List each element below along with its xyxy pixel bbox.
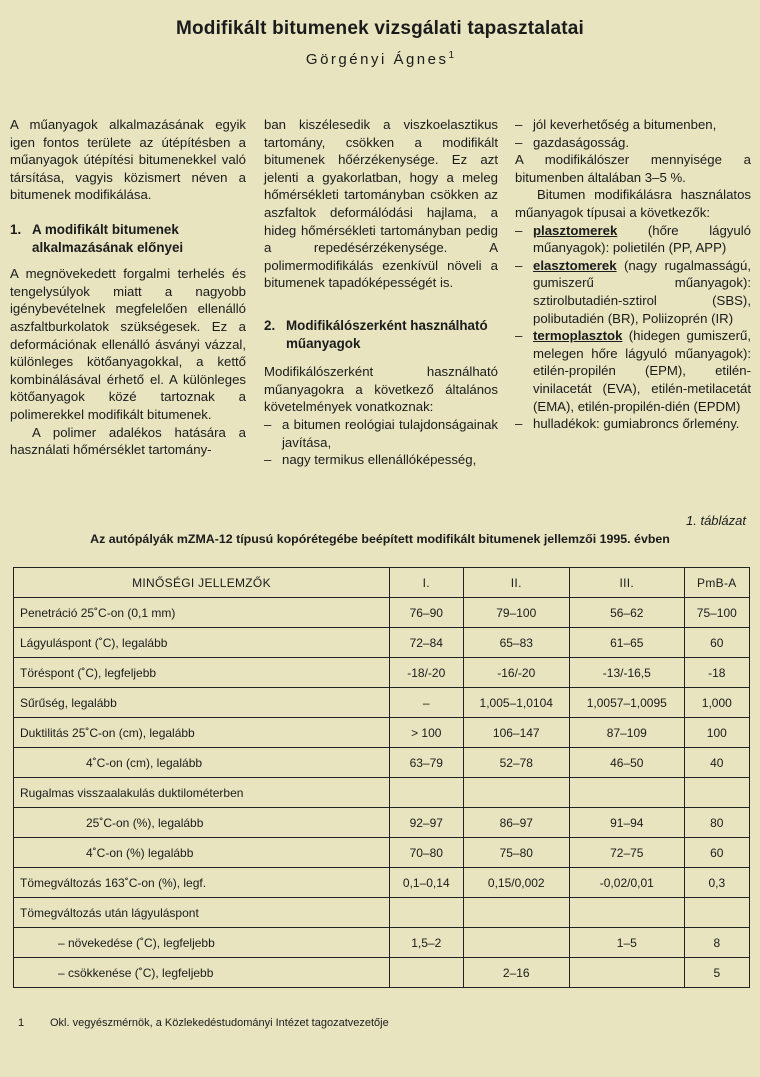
section-number: 1. <box>10 221 22 237</box>
list-item: – plasztomerek (hőre lágyuló műanyagok): polietilén (PP, APP) <box>515 222 751 256</box>
row-label: 4˚C-on (%) legalább <box>14 838 390 868</box>
table-cell <box>684 778 749 808</box>
table-cell <box>390 898 464 928</box>
table-cell: -0,02/0,01 <box>569 868 684 898</box>
row-label: Sűrűség, legalább <box>14 688 390 718</box>
table-cell: 86–97 <box>463 808 569 838</box>
footnote <box>18 1017 389 1029</box>
row-label: Tömegváltozás 163˚C-on (%), legf. <box>14 868 390 898</box>
paragraph: A polimer adalékos hatására a használati hőmérséklet tartomány- <box>10 424 246 458</box>
table-cell: 1,0057–1,0095 <box>569 688 684 718</box>
table-cell <box>463 778 569 808</box>
table-row <box>14 868 750 898</box>
paragraph: Bitumen modifikálásra használatos műanyagok típusai a következők: <box>515 187 751 220</box>
column-header: III. <box>569 568 684 598</box>
table-cell: 1,000 <box>684 688 749 718</box>
table-row <box>14 838 750 868</box>
table-cell <box>569 898 684 928</box>
table-cell: 1,005–1,0104 <box>463 688 569 718</box>
table-cell: 70–80 <box>390 838 464 868</box>
paragraph: A megnövekedett forgalmi terhelés és tengelysúlyok miatt a nagyobb igénybevételnek megfelelően ellenálló aszfaltburkolatok szükségesek. Ez a deformációnak ellenálló ásványi vázzal, különleges kötőanyagokkal, a kettő kombinálásával érhető el. A különleges kötőanyagok közé tartoznak a polimerekkel modifikált bitumenek. <box>10 266 246 422</box>
table-cell: 0,15/0,002 <box>463 868 569 898</box>
table-cell: 76–90 <box>390 598 464 628</box>
table-row <box>14 958 750 988</box>
table-cell: 87–109 <box>569 718 684 748</box>
table-cell: 40 <box>684 748 749 778</box>
table-cell: 2–16 <box>463 958 569 988</box>
section-title: A modifikált bitumenek alkalmazásának előnyei <box>32 221 184 255</box>
table-cell: 5 <box>684 958 749 988</box>
table-row <box>14 778 750 808</box>
column-header: II. <box>463 568 569 598</box>
table-cell <box>463 898 569 928</box>
table-cell <box>390 778 464 808</box>
table-row <box>14 598 750 628</box>
table-cell: 79–100 <box>463 598 569 628</box>
table-cell: -18/-20 <box>390 658 464 688</box>
table-cell: – <box>390 688 464 718</box>
table-cell: 72–84 <box>390 628 464 658</box>
row-label: 25˚C-on (%), legalább <box>14 808 390 838</box>
properties-table <box>13 567 750 988</box>
table-cell: 75–80 <box>463 838 569 868</box>
row-label: – növekedése (˚C), legfeljebb <box>14 928 390 958</box>
column-header: PmB-A <box>684 568 749 598</box>
table-cell: 100 <box>684 718 749 748</box>
table-cell: 0,1–0,14 <box>390 868 464 898</box>
table-cell: 63–79 <box>390 748 464 778</box>
table-caption: Az autópályák mZMA-12 típusú kopórétegébe beépített modifikált bitumenek jellemzői 1995. évben <box>90 532 670 546</box>
table-cell: -18 <box>684 658 749 688</box>
row-label: Lágyuláspont (˚C), legalább <box>14 628 390 658</box>
paragraph: ban kiszélesedik a viszkoelasztikus tartomány, csökken a modifikált bitumenek hőérzékenysége. Ez azt jelenti a gyakorlatban, hogy a meleg hőmérsékleti tartományban csökken az aszfaltok deformálódási hajlama, a hideg hőmérsékleti tartományban pedig a repedésérzékenysége. A polimermodifikálás ezenkívül növeli a bitumenek tapadóképességét is. <box>264 117 498 291</box>
author-line <box>0 50 760 68</box>
text-column-3 <box>515 116 751 433</box>
table-row <box>14 688 750 718</box>
list-item: – termoplasztok (hidegen gumiszerű, melegen hőre lágyuló műanyagok): etilén-propilén (EPM), etilén-vinilacetát (EVA), etilén-metilacetát (EMA), etilén-propilén-dién (EPDM) <box>515 328 751 414</box>
table-cell: 1–5 <box>569 928 684 958</box>
table-cell <box>569 958 684 988</box>
column-header: MINŐSÉGI JELLEMZŐK <box>14 568 390 598</box>
table-row <box>14 628 750 658</box>
row-label: 4˚C-on (cm), legalább <box>14 748 390 778</box>
table-cell: 46–50 <box>569 748 684 778</box>
section-heading-1 <box>10 221 246 256</box>
author-name: Görgényi Ágnes <box>305 51 449 68</box>
table-cell <box>684 898 749 928</box>
table-row <box>14 658 750 688</box>
table-cell <box>569 778 684 808</box>
table-cell: 75–100 <box>684 598 749 628</box>
footnote-mark: 1 <box>448 50 455 61</box>
footnote-text: Okl. vegyészmérnök, a Közlekedéstudományi Intézet tagozatvezetője <box>50 1017 389 1029</box>
table-cell: 60 <box>684 838 749 868</box>
table-row <box>14 748 750 778</box>
row-label: Duktilitás 25˚C-on (cm), legalább <box>14 718 390 748</box>
row-label: Tömegváltozás után lágyuláspont <box>14 898 390 928</box>
paragraph: Modifikálószerként használható műanyagokra a következő általános követelmények vonatkoznak: <box>264 364 498 415</box>
section-number: 2. <box>264 317 276 333</box>
text-column-1 <box>10 116 246 459</box>
text-column-2 <box>264 116 498 469</box>
list-item: – elasztomerek (nagy rugalmasságú, gumiszerű műanyagok): sztirolbutadién-sztirol (SBS), polibutadién (BR), Poliizoprén (IR) <box>515 257 751 326</box>
table-cell: 60 <box>684 628 749 658</box>
list-item: – a bitumen reológiai tulajdonságainak javítása, <box>264 416 498 450</box>
table-row <box>14 808 750 838</box>
table-cell: 56–62 <box>569 598 684 628</box>
table-cell: 72–75 <box>569 838 684 868</box>
table-header-row <box>14 568 750 598</box>
row-label: – csökkenése (˚C), legfeljebb <box>14 958 390 988</box>
table-cell <box>463 928 569 958</box>
row-label: Töréspont (˚C), legfeljebb <box>14 658 390 688</box>
table-row <box>14 718 750 748</box>
list-item: – hulladékok: gumiabroncs őrlemény. <box>515 416 740 432</box>
table-cell: 8 <box>684 928 749 958</box>
table-row <box>14 898 750 928</box>
table-cell: 1,5–2 <box>390 928 464 958</box>
table-cell: 52–78 <box>463 748 569 778</box>
table-cell: 0,3 <box>684 868 749 898</box>
section-title: Modifikálószerként használható műanyagok <box>286 317 488 351</box>
table-cell <box>390 958 464 988</box>
table-cell: -16/-20 <box>463 658 569 688</box>
table-label: 1. táblázat <box>686 513 746 528</box>
table-cell: 80 <box>684 808 749 838</box>
paragraph: A műanyagok alkalmazásának egyik igen fontos területe az útépítésben a műanyagok útépítési bitumenekkel való társítása, vagyis közismert néven a bitumenek modifikálása. <box>10 117 246 203</box>
table-cell: -13/-16,5 <box>569 658 684 688</box>
table-cell: 65–83 <box>463 628 569 658</box>
section-heading-2 <box>264 317 498 352</box>
list-item: – gazdaságosság. <box>515 134 630 150</box>
column-header: I. <box>390 568 464 598</box>
table-cell: 91–94 <box>569 808 684 838</box>
table-row <box>14 928 750 958</box>
table-cell: 106–147 <box>463 718 569 748</box>
row-label: Penetráció 25˚C-on (0,1 mm) <box>14 598 390 628</box>
row-label: Rugalmas visszaalakulás duktilométerben <box>14 778 390 808</box>
footnote-number: 1 <box>18 1017 25 1029</box>
paragraph: A modifikálószer mennyisége a bitumenben általában 3–5 %. <box>515 152 751 185</box>
table-cell: 61–65 <box>569 628 684 658</box>
table-cell: 92–97 <box>390 808 464 838</box>
page-title: Modifikált bitumenek vizsgálati tapasztalatai <box>175 18 585 39</box>
list-item: – nagy termikus ellenállóképesség, <box>264 452 477 468</box>
table-cell: > 100 <box>390 718 464 748</box>
list-item: – jól keverhetőség a bitumenben, <box>515 117 717 132</box>
